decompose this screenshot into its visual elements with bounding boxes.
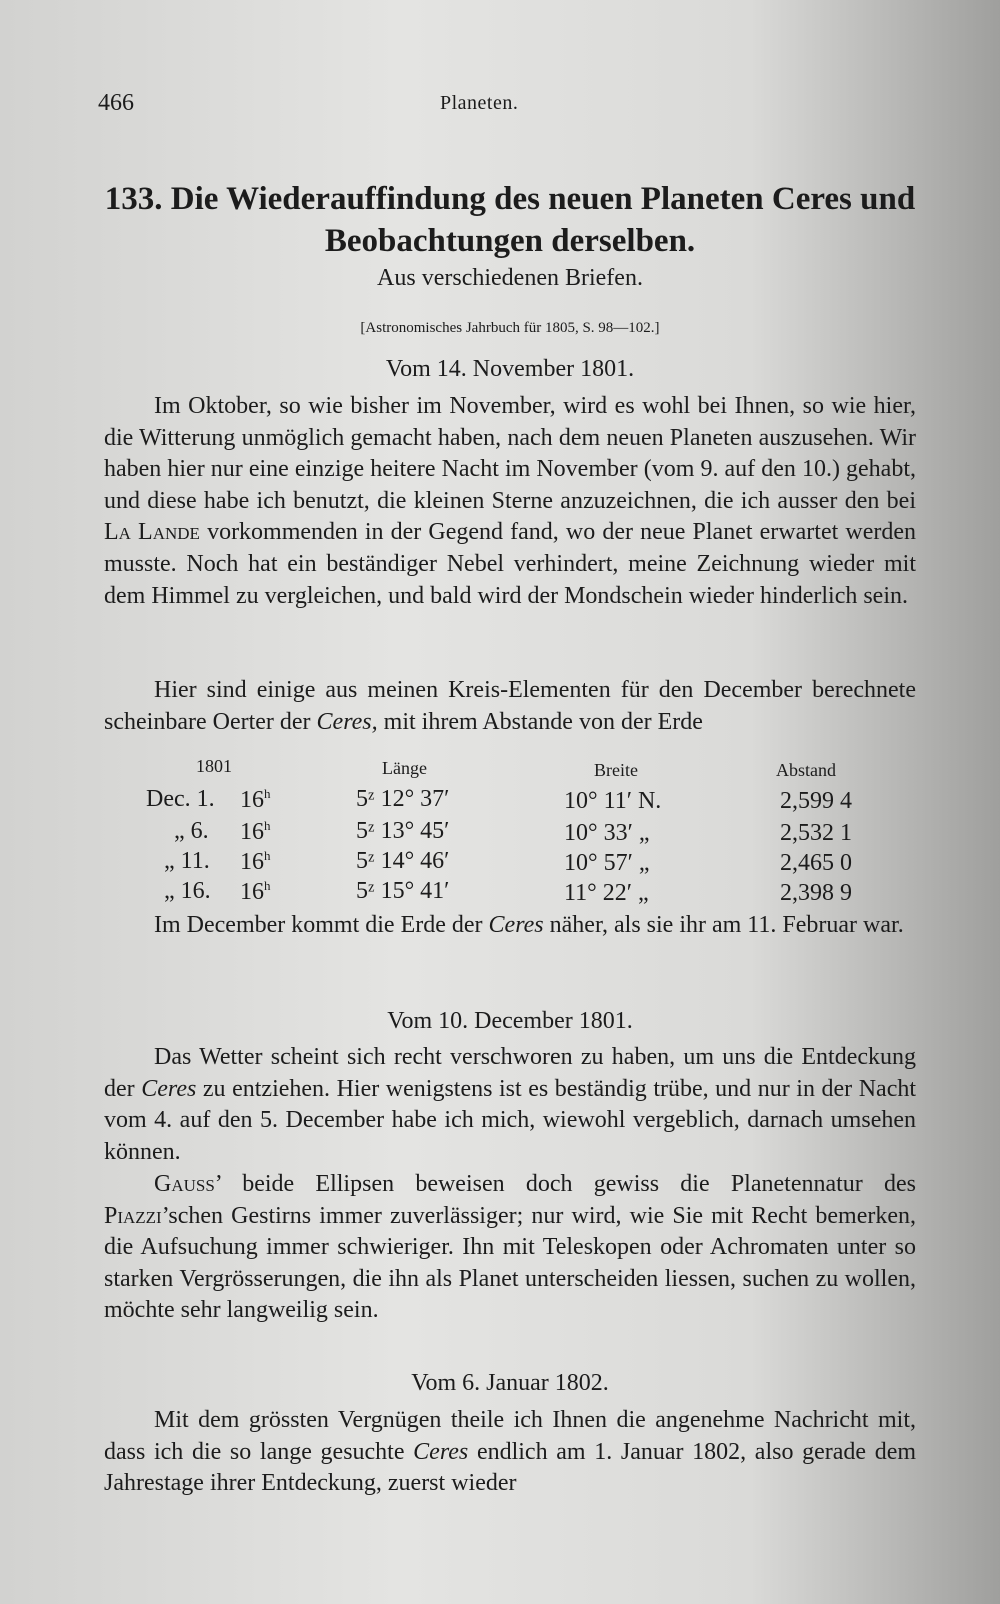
page-number: 466 <box>98 90 134 116</box>
title-line-2: Beobachtungen derselben. <box>324 223 696 259</box>
table-header-abstand: Abstand <box>776 760 836 780</box>
paragraph-1: Im Oktober, so wie bisher im November, wird es wohl bei Ihnen, so wie hier, die Witterung unmöglich gemacht haben, nach dem neuen Planeten auszusehen. Wir haben hier nur eine einzige heitere Nacht im November (vom 9. auf den 10.) gehabt, und diese habe ich benutzt, die kleinen Sterne anzuzeichnen, die ich ausser den bei La Lande vorkommenden in der Gegend fand, wo der neue Planet erwartet werden musste. Noch hat ein beständiger Nebel verhindert, meine Zeichnung wieder mit dem Himmel zu vergleichen, und bald wird der Mondschein wieder hinderlich sein. <box>104 393 917 609</box>
letter-date-2: Vom 10. December 1801. <box>387 1008 633 1034</box>
chapter-title <box>100 178 920 262</box>
table-header-breite: Breite <box>594 760 638 780</box>
paragraph-5: Gauss’ beide Ellipsen beweisen doch gewiss die Planetennatur des Piazzi’schen Gestirns immer zuverlässiger; nur wird, wie Sie mit Recht bemerken, die Aufsuchung immer schwieriger. Ihn mit Teleskopen oder Achromaten unter so starken Vergrösserungen, die ihn als Planet unterscheiden liessen, suchen zu wollen, möchte sehr langweilig sein. <box>104 1171 916 1324</box>
table-header-laenge: Länge <box>382 758 427 778</box>
title-line-1: 133. Die Wiederauffindung des neuen Planeten Ceres und <box>104 181 916 217</box>
paragraph-2: Hier sind einige aus meinen Kreis-Elementen für den December berechnete scheinbare Oerter der Ceres, mit ihrem Abstande von der Erde <box>104 677 916 735</box>
paragraph-6: Mit dem grössten Vergnügen theile ich Ihnen die angenehme Nachricht mit, dass ich die so lange gesuchte Ceres endlich am 1. Januar 1802, also gerade dem Jahrestage ihrer Entdeckung, zuerst wieder <box>104 1407 917 1497</box>
source-citation: [Astronomisches Jahrbuch für 1805, S. 98—102.] <box>360 320 660 336</box>
name-la-lande: La Lande <box>104 519 200 546</box>
subtitle: Aus verschiedenen Briefen. <box>377 265 643 291</box>
name-piazzi: Piazzi <box>104 1202 162 1229</box>
letter-date-3: Vom 6. Januar 1802. <box>411 1370 609 1396</box>
name-gauss: Gauss <box>154 1171 215 1197</box>
running-head: Planeten. <box>440 92 519 114</box>
table-header-year: 1801 <box>196 756 232 776</box>
paragraph-3: Im December kommt die Erde der Ceres näher, als sie ihr am 11. Februar war. <box>154 912 904 938</box>
book-page: 466 Planeten. 133. Die Wiederauffindung des neuen Planeten Ceres und Beobachtungen derselben. Aus verschiedenen Briefen. [Astronomisches Jahrbuch für 1805, S. 98—102.] Vom 14. November 1801. Im Oktober, so wie bisher im November, wird es wohl bei Ihnen, so wie hier, die Witterung unmöglich gemacht haben, nach dem neuen Planeten auszusehen. Wir haben hier nur eine einzige heitere Nacht im November (vom 9. auf den 10.) gehabt, und diese habe ich benutzt, die kleinen Sterne anzuzeichnen, die ich ausser den bei La Lande vorkommenden in der Gegend fand, wo der neue Planet erwartet werden musste. Noch hat ein beständiger Nebel verhindert, meine Zeichnung wieder mit dem Himmel zu vergleichen, und bald wird der Mondschein wieder hinderlich sein. Hier sind einige aus meinen Kreis-Elementen für den December berechnete scheinbare Oerter der Ceres, mit ihrem Abstande von der Erde 1801 Länge Breite Abstand Dec. 1. 16$^h$ 5ᶻ 12° 37′ 10° 11′ N. 2,599 4 „ 6. 16$^h$ 5ᶻ 13° 45′ 10° 33′ „ 2,532 1 „ 11. 16$^h$ 5ᶻ 14° 46′ 10° 57′ „ 2,465 0 „ 16. 16$^h$ 5ᶻ 15° 41′ 11° 22′ „ 2,398 9 Im December kommt die Erde der Ceres näher, als sie ihr am 11. Februar war. Vom 10. December 1801. Das Wetter scheint sich recht verschworen zu haben, um uns die Entdeckung der Ceres zu entziehen. Hier wenigstens ist es beständig trübe, und nur in der Nacht vom 4. auf den 5. December habe ich mich, wiewohl vergeblich, darnach umsehen können. Gauss’ beide Ellipsen beweisen doch gewiss die Planetennatur des Piazzi’schen Gestirns immer zuverlässiger; nur wird, wie Sie mit Recht bemerken, die Aufsuchung immer schwieriger. Ihn mit Teleskopen oder Achromaten unter so starken Vergrösserungen, die ihn als Planet unterscheiden liessen, suchen zu wollen, möchte sehr langweilig sein. Vom 6. Januar 1802. Mit dem grössten Vergnügen theile ich Ihnen die angenehme Nachricht mit, dass ich die so lange gesuchte Ceres endlich am 1. Januar 1802, also gerade dem Jahrestage ihrer Entdeckung, zuerst wieder <box>0 0 1000 1604</box>
letter-date-1: Vom 14. November 1801. <box>385 356 635 382</box>
paragraph-4: Das Wetter scheint sich recht verschworen zu haben, um uns die Entdeckung der Ceres zu entziehen. Hier wenigstens ist es beständig trübe, und nur in der Nacht vom 4. auf den 5. December habe ich mich, wiewohl vergeblich, darnach umsehen können. <box>104 1044 917 1165</box>
